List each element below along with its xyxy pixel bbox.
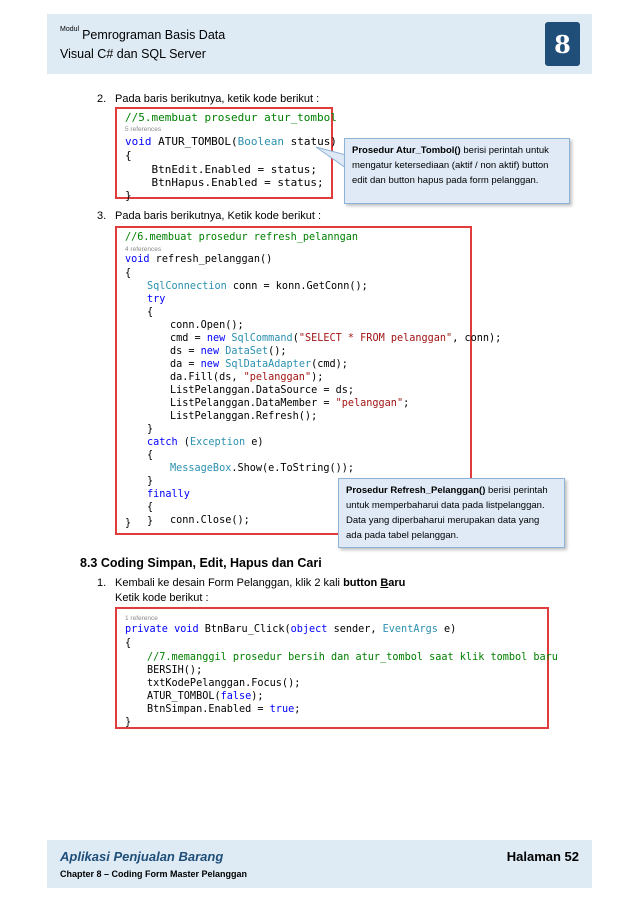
footer-title: Aplikasi Penjualan Barang [60, 849, 224, 864]
code-close-brace-finally: } [147, 516, 154, 527]
callout-atur-tombol: Prosedur Atur_Tombol() berisi perintah untuk mengatur ketersediaan (aktif / non aktif) button edit dan button hapus pada form pelanggan. [344, 138, 570, 204]
page-footer [47, 840, 592, 888]
callout-refresh-pelanggan: Prosedur Refresh_Pelanggan() berisi perintah untuk memperbaharui data pada listpelanggan. Data yang diperbaharui merupakan data yang ada pada tabel pelanggan. [338, 478, 565, 548]
step-1-subtext: Ketik kode berikut : [115, 592, 209, 604]
page-number: Halaman 52 [506, 849, 579, 864]
step-1: 1. Kembali ke desain Form Pelanggan, klik 2 kali button Baru [97, 577, 406, 589]
step-3: 3. Pada baris berikutnya, Ketik kode berikut : [97, 210, 322, 222]
section-heading: 8.3 Coding Simpan, Edit, Hapus dan Cari [80, 556, 322, 570]
code-content: 1 reference private void BtnBaru_Click(object sender, EventArgs e) { //7.memanggil prosedur bersih dan atur_tombol saat klik tombol baru BERSIH(); txtKodePelanggan.Focus(); ATUR_TOMBOL(false); BtnSimpan.Enabled = true; } [125, 615, 558, 728]
code-content: //5.membuat prosedur atur_tombol 5 references void ATUR_TOMBOL(Boolean status) { BtnEdit.Enabled = status; BtnHapus.Enabled = status; } [125, 111, 337, 202]
footer-chapter: Chapter 8 – Coding Form Master Pelanggan [60, 869, 248, 879]
code-final-brace: } [125, 518, 132, 529]
modul-label: Modul [60, 26, 80, 33]
code-block-btnbaru-click [115, 607, 558, 729]
header-subtitle: Visual C# dan SQL Server [60, 47, 206, 61]
chapter-number-badge: 8 [545, 22, 580, 66]
code-content: //6.membuat prosedur refresh_pelanngan 4 references void refresh_pelanggan() { SqlConnection conn = konn.GetConn(); try { conn.Open(); cmd = new SqlCommand("SELECT * FROM pelanggan", conn); ds = new DataSet(); da = new SqlDataAdapter(cmd); da.Fill(ds, "pelanggan"); ListPelanggan.DataSource = ds; ListPelanggan.DataMember = "pelanggan"; ListPelanggan.Refresh(); } catch (Exception e) { MessageBox.Show(e.ToString()); } finally { conn.Close(); [125, 232, 502, 526]
step-2: 2. Pada baris berikutnya, ketik kode berikut : [97, 93, 320, 105]
header-title: $^{Modul}$ Pemrograman Basis Data [60, 26, 226, 42]
